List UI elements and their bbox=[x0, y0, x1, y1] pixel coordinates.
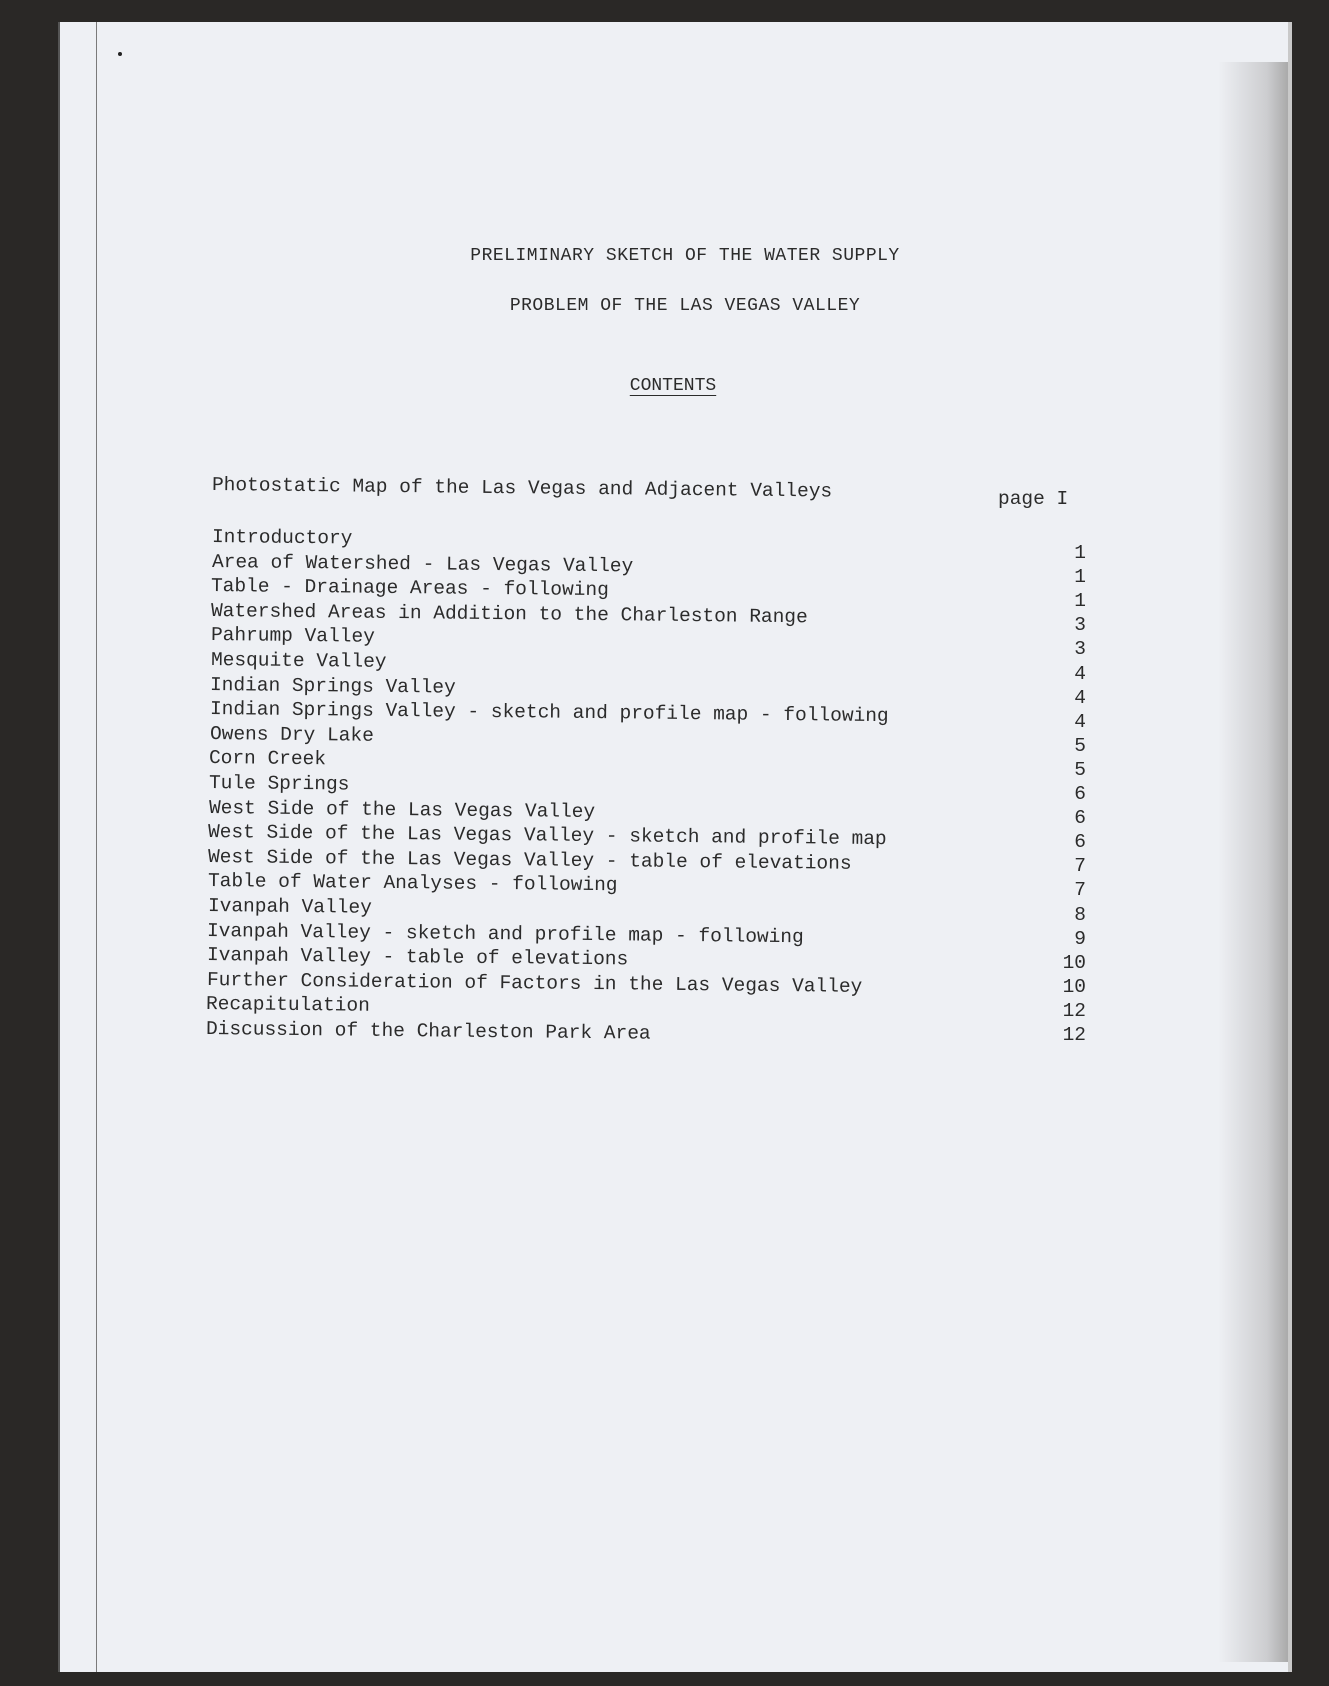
toc-entry-label: West Side of the Las Vegas Valley - sketch and profile map bbox=[208, 821, 888, 851]
toc-entry-page: 1 bbox=[1074, 566, 1086, 589]
toc-entry-page: 7 bbox=[1074, 855, 1086, 878]
toc-entry-page: 4 bbox=[1074, 662, 1086, 685]
toc-entry-page: 10 bbox=[1062, 975, 1086, 998]
page-left-edge bbox=[58, 22, 60, 1672]
document-title-line-2: PROBLEM OF THE LAS VEGAS VALLEY bbox=[509, 296, 861, 316]
toc-entry-label: Discussion of the Charleston Park Area bbox=[205, 1018, 651, 1045]
toc-entry-page: 6 bbox=[1074, 783, 1086, 805]
toc-entry-page: 1 bbox=[1074, 590, 1086, 613]
toc-entry-page: 8 bbox=[1074, 903, 1086, 926]
document-page bbox=[58, 22, 1292, 1672]
toc-entry-page: 12 bbox=[1062, 1024, 1086, 1046]
toc-entry-label: West Side of the Las Vegas Valley bbox=[208, 796, 595, 823]
toc-entry-page: 6 bbox=[1074, 831, 1086, 854]
toc-page-header: page I bbox=[998, 488, 1069, 510]
document-title-line-1: PRELIMINARY SKETCH OF THE WATER SUPPLY bbox=[470, 246, 900, 266]
toc-entry-page: 4 bbox=[1074, 686, 1086, 709]
toc-entry-page: 1 bbox=[1074, 542, 1086, 564]
contents-heading-text: CONTENTS bbox=[629, 376, 717, 396]
toc-entry-label: West Side of the Las Vegas Valley - table of elevations bbox=[207, 845, 852, 875]
toc-entry-label: Ivanpah Valley bbox=[207, 895, 372, 919]
toc-entry-label: Table of Water Analyses - following bbox=[207, 870, 618, 897]
toc-entry-page: 12 bbox=[1062, 999, 1086, 1022]
toc-entry-page: 7 bbox=[1074, 879, 1086, 902]
toc-entry-label: Table - Drainage Areas - following bbox=[211, 575, 610, 602]
toc-entry-label: Pahrump Valley bbox=[210, 624, 375, 649]
toc-entry-page: 10 bbox=[1062, 951, 1086, 974]
toc-entry-label: Owens Dry Lake bbox=[209, 722, 374, 747]
toc-entry-label: Introductory bbox=[211, 526, 353, 550]
speck-mark bbox=[118, 52, 122, 56]
toc-entry-photostatic-map: Photostatic Map of the Las Vegas and Adjacent Valleys bbox=[211, 474, 833, 503]
toc-entry-page: 9 bbox=[1074, 927, 1086, 950]
toc-entry-page: 5 bbox=[1074, 734, 1086, 757]
toc-entry-page: 5 bbox=[1074, 758, 1086, 781]
toc-entry-label: Tule Springs bbox=[208, 772, 350, 796]
toc-entry-label: Watershed Areas in Addition to the Charleston Range bbox=[210, 599, 808, 629]
toc-entry-label: Ivanpah Valley - sketch and profile map - following bbox=[207, 919, 805, 948]
margin-line bbox=[96, 22, 97, 1672]
toc-entry-page: 6 bbox=[1074, 807, 1086, 830]
toc-entry-label: Further Consideration of Factors in the Las Vegas Valley bbox=[206, 968, 862, 998]
toc-entry-label: Recapitulation bbox=[206, 993, 371, 1018]
toc-entry-label: Corn Creek bbox=[209, 747, 327, 771]
toc-entry-label: Indian Springs Valley - sketch and profile map - following bbox=[209, 698, 889, 728]
toc-entry-label: Indian Springs Valley bbox=[210, 673, 457, 699]
contents-heading bbox=[58, 374, 1288, 396]
toc-entry-page: 3 bbox=[1074, 638, 1086, 661]
toc-entry-page: 4 bbox=[1074, 710, 1086, 733]
toc-entry-label: Mesquite Valley bbox=[210, 649, 387, 673]
toc-entry-page: 3 bbox=[1074, 614, 1086, 637]
toc-entry-label: Ivanpah Valley - table of elevations bbox=[206, 944, 629, 971]
toc-entry-label: Area of Watershed - Las Vegas Valley bbox=[211, 550, 634, 578]
